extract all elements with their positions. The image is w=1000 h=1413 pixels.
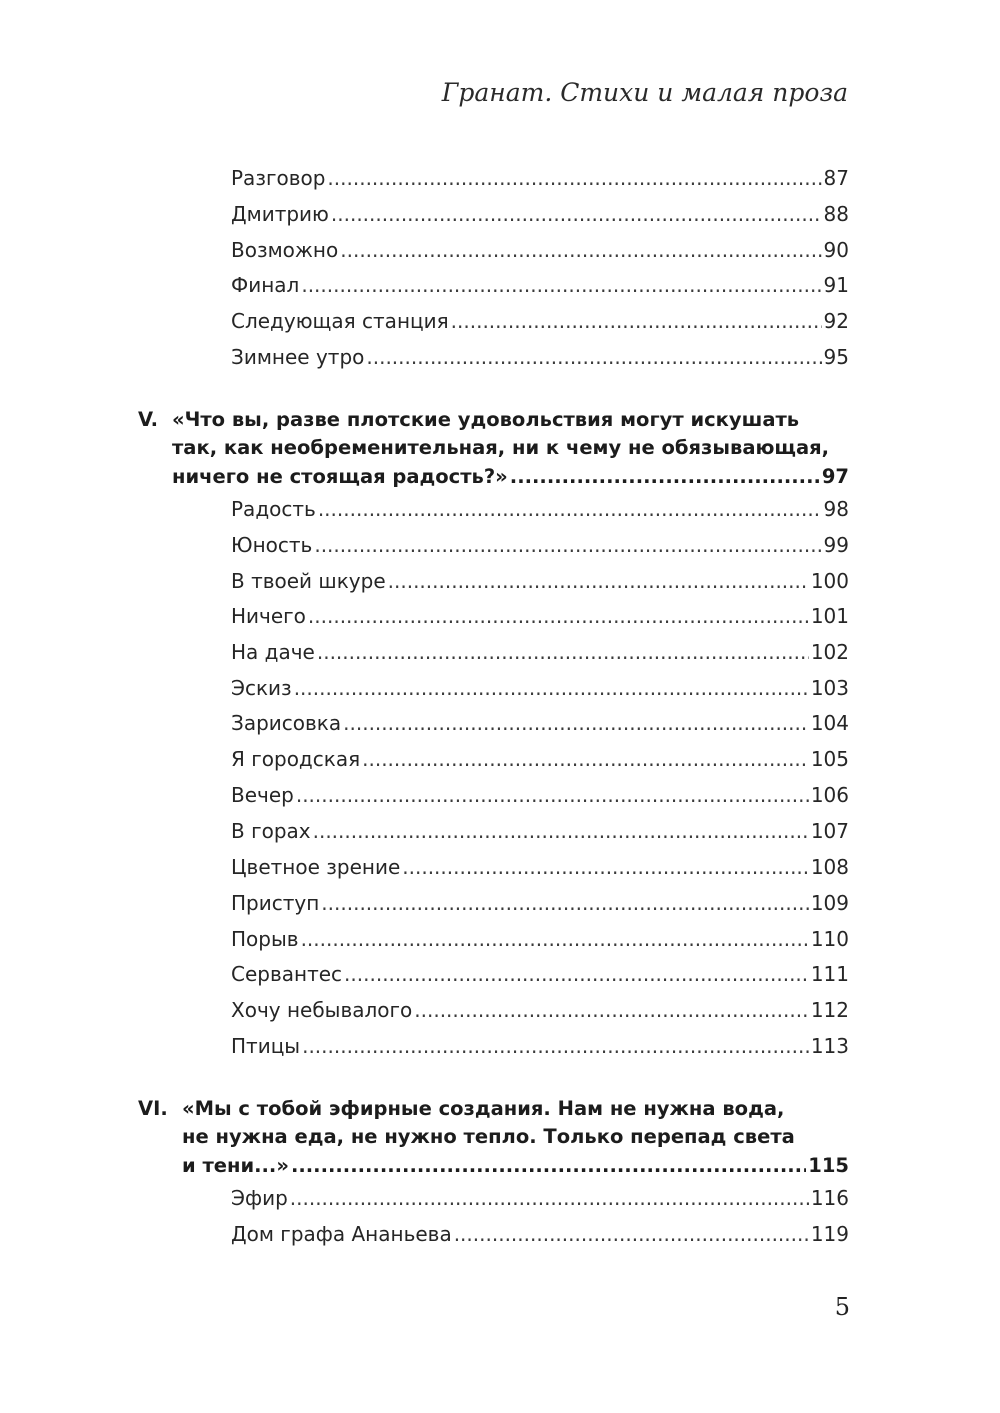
toc-entry-title: На даче <box>231 640 315 664</box>
toc-entry[interactable] <box>231 166 849 196</box>
dot-leader <box>321 891 809 915</box>
toc-entry-title: Зимнее утро <box>231 345 365 369</box>
section-title-last-line <box>182 1154 849 1177</box>
toc-entry-title: Ничего <box>231 604 306 628</box>
section-page: 115 <box>808 1154 849 1177</box>
page-number: 5 <box>834 1293 850 1321</box>
toc-entry-page: 116 <box>810 1186 849 1210</box>
toc-entry[interactable] <box>231 927 849 957</box>
toc-entry-page: 90 <box>823 238 849 262</box>
dot-leader <box>454 1222 809 1246</box>
toc-entry-page: 95 <box>823 345 849 369</box>
dot-leader <box>317 640 809 664</box>
section-title-line: так, как необременительная, ни к чему не обязывающая, <box>172 436 830 459</box>
dot-leader <box>290 1186 809 1210</box>
toc-entry-page: 92 <box>823 309 849 333</box>
dot-leader <box>340 238 821 262</box>
dot-leader <box>414 998 809 1022</box>
toc-entry-title: Финал <box>231 273 300 297</box>
toc-entry-title: Цветное зрение <box>231 855 401 879</box>
dot-leader <box>451 309 822 333</box>
toc-entry[interactable] <box>231 819 849 849</box>
toc-entry-title: Возможно <box>231 238 339 262</box>
toc-entry[interactable] <box>231 1034 849 1064</box>
dot-leader <box>388 569 809 593</box>
toc-entry-title: Я городская <box>231 747 361 771</box>
toc-entry-title: Вечер <box>231 783 294 807</box>
section-heading-vi[interactable] <box>138 1097 849 1187</box>
toc-entry[interactable] <box>231 533 849 563</box>
toc-entry-page: 100 <box>810 569 849 593</box>
section-heading-v[interactable] <box>138 408 849 498</box>
toc-entry-page: 88 <box>823 202 849 226</box>
dot-leader <box>318 497 822 521</box>
dot-leader <box>308 604 809 628</box>
running-head: Гранат. Стихи и малая проза <box>441 78 848 107</box>
toc-entry-page: 98 <box>823 497 849 521</box>
toc-entry-title: Юность <box>231 533 313 557</box>
dot-leader <box>291 1154 806 1177</box>
section-title-line: ничего не стоящая радость?» <box>172 465 508 488</box>
toc-entry-title: Дмитрию <box>231 202 329 226</box>
toc-entry-title: Приступ <box>231 891 320 915</box>
toc-entry-title: Следующая станция <box>231 309 449 333</box>
toc-entry-title: Дом графа Ананьева <box>231 1222 452 1246</box>
dot-leader <box>313 819 809 843</box>
toc-entry[interactable] <box>231 604 849 634</box>
section-title-last-line <box>172 465 849 488</box>
toc-entry-title: Хочу небывалого <box>231 998 413 1022</box>
dot-leader <box>294 676 809 700</box>
toc-entry[interactable] <box>231 711 849 741</box>
toc-entry-title: Эфир <box>231 1186 288 1210</box>
toc-entry-title: Разговор <box>231 166 326 190</box>
dot-leader <box>296 783 809 807</box>
toc-entry[interactable] <box>231 855 849 885</box>
toc-entry[interactable] <box>231 497 849 527</box>
toc-entry-page: 111 <box>810 962 849 986</box>
section-title-line: и тени...» <box>182 1154 289 1177</box>
section-page: 97 <box>821 465 849 488</box>
toc-entry-page: 108 <box>810 855 849 879</box>
toc-entry-page: 103 <box>810 676 849 700</box>
dot-leader <box>327 166 821 190</box>
section-numeral: V. <box>138 408 158 431</box>
toc-entry[interactable] <box>231 747 849 777</box>
section-title-line: «Мы с тобой эфирные создания. Нам не нужна вода, <box>182 1097 785 1120</box>
dot-leader <box>301 927 809 951</box>
toc-entry-title: В твоей шкуре <box>231 569 386 593</box>
toc-entry-page: 104 <box>810 711 849 735</box>
toc-entry[interactable] <box>231 998 849 1028</box>
toc-entry[interactable] <box>231 962 849 992</box>
toc-entry-page: 109 <box>810 891 849 915</box>
toc-entry-page: 91 <box>823 273 849 297</box>
dot-leader <box>362 747 809 771</box>
section-title-line: не нужна еда, не нужно тепло. Только перепад света <box>182 1125 795 1148</box>
toc-entry[interactable] <box>231 569 849 599</box>
toc-entry-page: 112 <box>810 998 849 1022</box>
toc-entry-page: 113 <box>810 1034 849 1058</box>
toc-entry[interactable] <box>231 309 849 339</box>
toc-entry-page: 87 <box>823 166 849 190</box>
toc-entry[interactable] <box>231 273 849 303</box>
toc-entry-title: В горах <box>231 819 311 843</box>
toc-entry[interactable] <box>231 783 849 813</box>
toc-entry-title: Сервантес <box>231 962 343 986</box>
toc-entry-title: Эскиз <box>231 676 292 700</box>
dot-leader <box>343 711 809 735</box>
toc-entry-page: 107 <box>810 819 849 843</box>
toc-entry[interactable] <box>231 891 849 921</box>
toc-entry[interactable] <box>231 1186 849 1216</box>
dot-leader <box>510 465 820 488</box>
toc-entry[interactable] <box>231 238 849 268</box>
toc-entry[interactable] <box>231 640 849 670</box>
toc-entry-page: 119 <box>810 1222 849 1246</box>
toc-entry[interactable] <box>231 345 849 375</box>
toc-entry-page: 102 <box>810 640 849 664</box>
dot-leader <box>366 345 821 369</box>
toc-entry-page: 106 <box>810 783 849 807</box>
dot-leader <box>314 533 821 557</box>
dot-leader <box>331 202 822 226</box>
toc-entry-title: Зарисовка <box>231 711 342 735</box>
dot-leader <box>344 962 809 986</box>
toc-entry-page: 105 <box>810 747 849 771</box>
toc-entry-page: 110 <box>810 927 849 951</box>
toc-entry-title: Радость <box>231 497 316 521</box>
section-title-line: «Что вы, разве плотские удовольствия могут искушать <box>172 408 800 431</box>
toc-entry[interactable] <box>231 1222 849 1252</box>
toc-entry[interactable] <box>231 202 849 232</box>
toc-entry-title: Порыв <box>231 927 299 951</box>
toc-entry-page: 99 <box>823 533 849 557</box>
dot-leader <box>302 1034 809 1058</box>
toc-entry[interactable] <box>231 676 849 706</box>
toc-entry-title: Птицы <box>231 1034 301 1058</box>
section-numeral: VI. <box>138 1097 168 1120</box>
dot-leader <box>402 855 809 879</box>
toc-entry-page: 101 <box>810 604 849 628</box>
dot-leader <box>301 273 821 297</box>
